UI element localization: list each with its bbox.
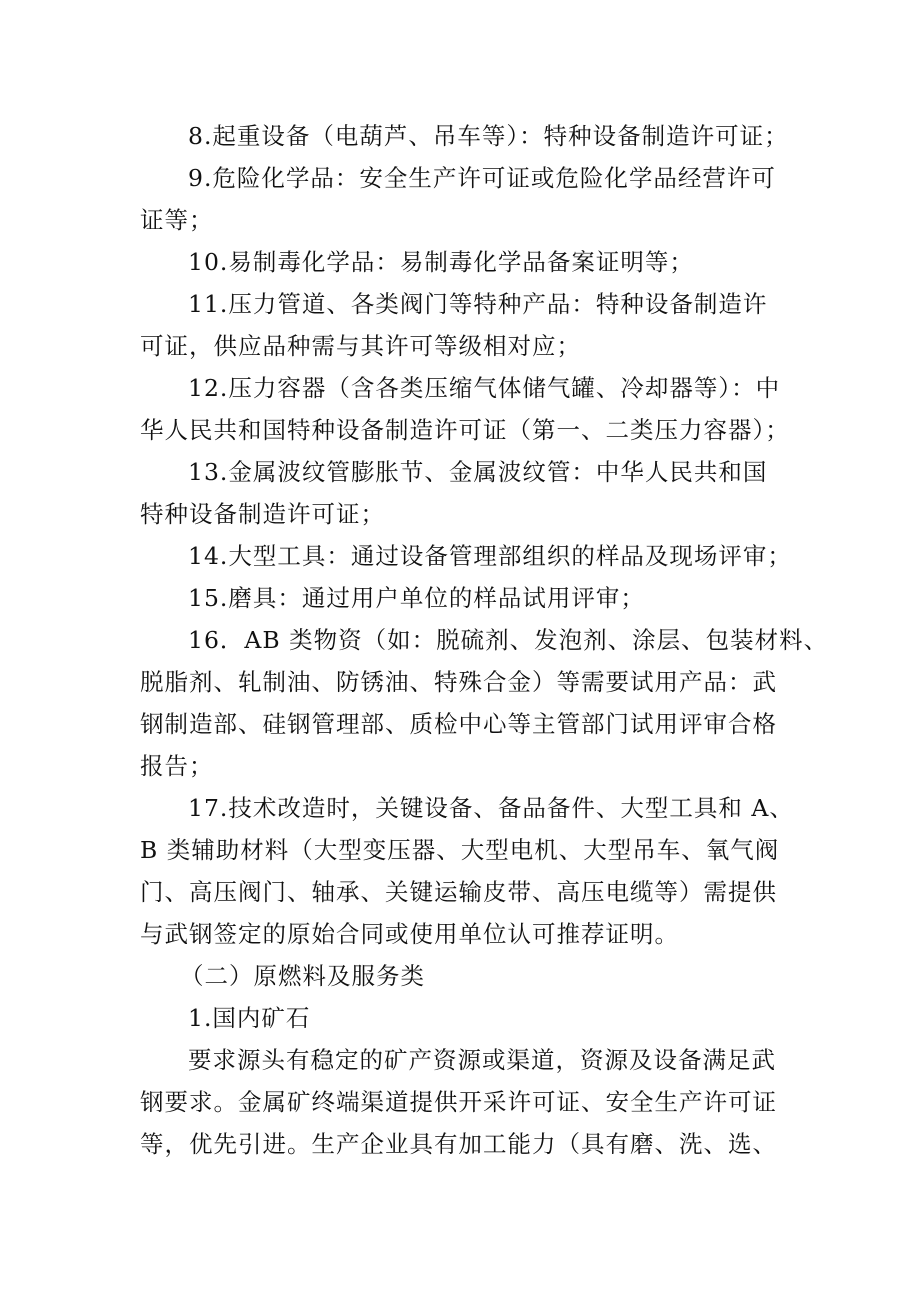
paragraph-line: 要求源头有稳定的矿产资源或渠道，资源及设备满足武 xyxy=(188,1046,776,1074)
paragraph-line: 11.压力管道、各类阀门等特种产品：特种设备制造许 xyxy=(188,290,768,318)
paragraph-line: 钢制造部、硅钢管理部、质检中心等主管部门试用评审合格 xyxy=(140,710,777,738)
paragraph-line: 脱脂剂、轧制油、防锈油、特殊合金）等需要试用产品：武 xyxy=(140,668,777,696)
paragraph-line: 15.磨具：通过用户单位的样品试用评审； xyxy=(188,584,645,612)
paragraph-line: 钢要求。金属矿终端渠道提供开采许可证、安全生产许可证 xyxy=(140,1088,777,1116)
section-heading: （二）原燃料及服务类 xyxy=(180,962,425,990)
subsection-heading: 1.国内矿石 xyxy=(188,1004,311,1032)
paragraph-line: 14.大型工具：通过设备管理部组织的样品及现场评审； xyxy=(188,542,792,570)
paragraph-line: 17.技术改造时，关键设备、备品备件、大型工具和 A、 xyxy=(188,794,794,822)
paragraph-line: 16．AB 类物资（如：脱硫剂、发泡剂、涂层、包装材料、 xyxy=(188,626,829,654)
paragraph-line: 9.危险化学品：安全生产许可证或危险化学品经营许可 xyxy=(188,164,776,192)
paragraph-line: 特种设备制造许可证； xyxy=(140,500,385,528)
paragraph-line: 与武钢签定的原始合同或使用单位认可推荐证明。 xyxy=(140,920,679,948)
paragraph-line: 8.起重设备（电葫芦、吊车等）：特种设备制造许可证； xyxy=(188,122,789,150)
paragraph-line: 华人民共和国特种设备制造许可证（第一、二类压力容器）； xyxy=(140,416,790,444)
paragraph-line: 门、高压阀门、轴承、关键运输皮带、高压电缆等）需提供 xyxy=(140,878,777,906)
paragraph-line: 等，优先引进。生产企业具有加工能力（具有磨、洗、选、 xyxy=(140,1130,777,1158)
paragraph-line: 证等； xyxy=(140,206,214,234)
paragraph-line: 10.易制毒化学品：易制毒化学品备案证明等； xyxy=(188,248,694,276)
paragraph-line: B 类辅助材料（大型变压器、大型电机、大型吊车、氧气阀 xyxy=(140,836,780,864)
paragraph-line: 13.金属波纹管膨胀节、金属波纹管：中华人民共和国 xyxy=(188,458,768,486)
paragraph-line: 可证，供应品种需与其许可等级相对应； xyxy=(140,332,581,360)
paragraph-line: 报告； xyxy=(140,752,214,780)
paragraph-line: 12.压力容器（含各类压缩气体储气罐、冷却器等）：中 xyxy=(188,374,781,402)
